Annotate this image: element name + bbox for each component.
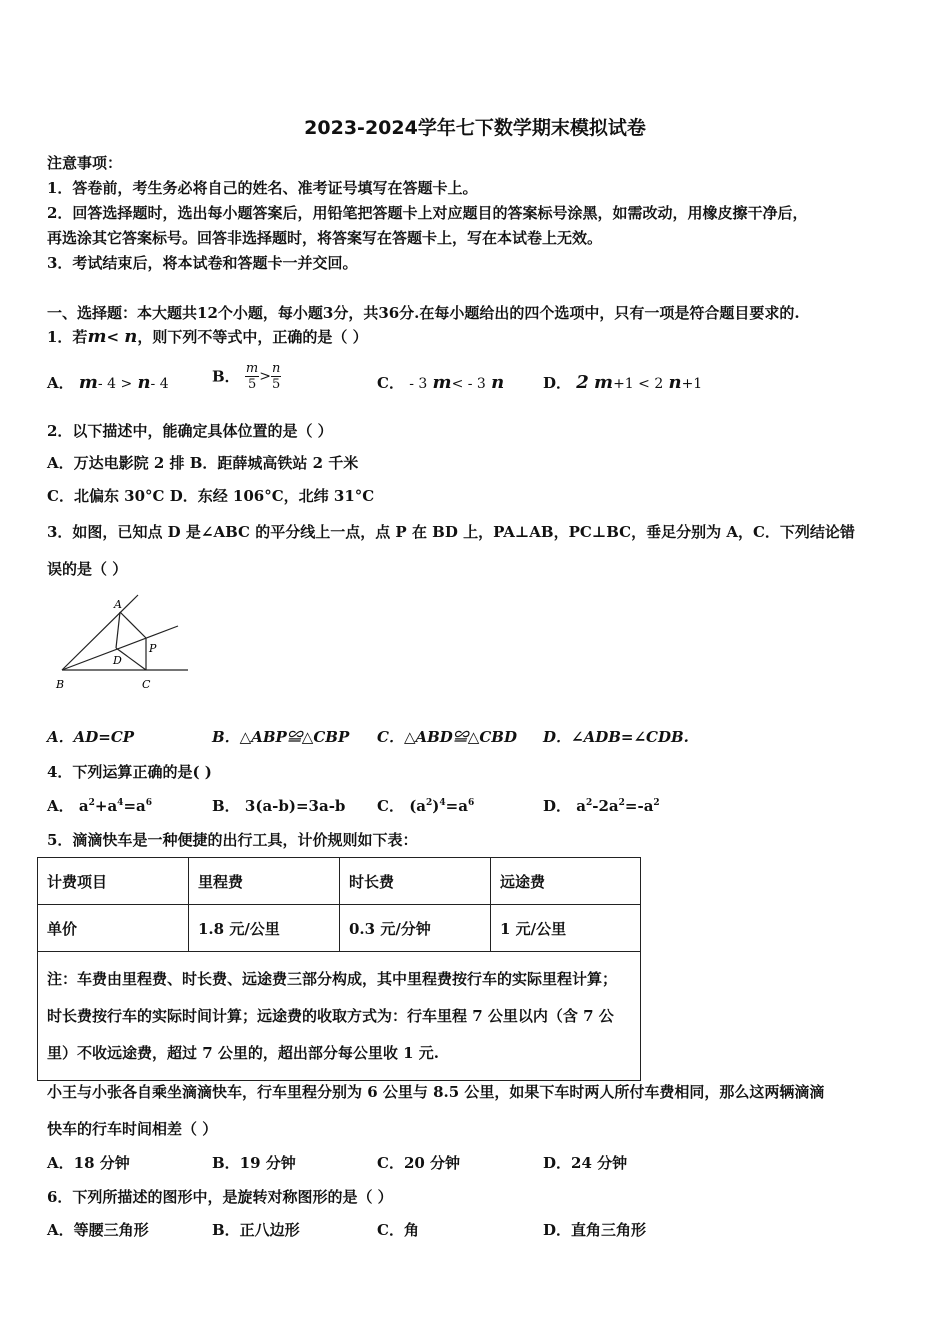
question-2-stem: 2．以下描述中，能确定具体位置的是（ ） bbox=[47, 422, 333, 440]
q4-option-c: C． $(a^2)^4=a^6$ bbox=[377, 797, 475, 815]
question-5-stem: 5．滴滴快车是一种便捷的出行工具，计价规则如下表： bbox=[47, 831, 418, 849]
table-cell: 单价 bbox=[38, 905, 189, 952]
notice-item: 2．回答选择题时，选出每小题答案后，用铅笔把答题卡上对应题目的答案标号涂黑，如需改动，用橡皮擦干净后， bbox=[47, 204, 808, 222]
table-row bbox=[38, 905, 641, 952]
q2-options-line: A．万达电影院 2 排 B．距薛城高铁站 2 千米 bbox=[47, 454, 359, 472]
q6-option-b: B．正八边形 bbox=[212, 1221, 300, 1239]
q6-option-c: C．角 bbox=[377, 1221, 419, 1239]
q4-option-b: B． 3(a-b)=3a-b bbox=[212, 797, 346, 815]
question-3-stem: 误的是（ ） bbox=[47, 560, 128, 578]
q5-option-c: C．20 分钟 bbox=[377, 1154, 461, 1172]
q3-option-c: C．△ABD≌△CBD bbox=[377, 728, 517, 746]
page-title: 2023-2024学年七下数学期末模拟试卷 bbox=[304, 117, 646, 139]
table-header-cell: 时长费 bbox=[340, 858, 491, 905]
table-cell: 0.3 元/分钟 bbox=[340, 905, 491, 952]
table-header-cell: 计费项目 bbox=[38, 858, 189, 905]
notice-item: 再选涂其它答案标号。回答非选择题时，将答案写在答题卡上，写在本试卷上无效。 bbox=[47, 229, 603, 247]
fee-table bbox=[37, 857, 641, 1081]
q4-option-d: D． $a^2-2a^2=-a^2$ bbox=[543, 797, 660, 815]
segment-ap bbox=[120, 612, 146, 638]
section-heading: 一、选择题：本大题共12个小题，每小题3分，共36分.在每小题给出的四个选项中，只有一项是符合题目要求的. bbox=[47, 304, 800, 322]
q3-option-a: A．AD=CP bbox=[47, 728, 135, 746]
q1-option-c: C． - 3 m< - 3 n bbox=[377, 372, 505, 393]
label-p: P bbox=[149, 642, 157, 655]
question-1-stem: 1．若m< n，则下列不等式中，正确的是（ ） bbox=[47, 326, 368, 347]
question-6-stem: 6．下列所描述的图形中，是旋转对称图形的是（ ） bbox=[47, 1188, 393, 1206]
q2-options-line: C．北偏东 30°C D．东经 106°C，北纬 31°C bbox=[47, 487, 375, 505]
table-note: 注：车费由里程费、时长费、远途费三部分构成，其中里程费按行车的实际里程计算；时长费按行车的实际时间计算；远途费的收取方式为：行车里程 7 公里以内（含 7 公里）不收远途费，超过 7 公里的，超出部分每公里收 1 元. bbox=[38, 952, 641, 1081]
q1-option-d: D． 2 m+1 < 2 n+1 bbox=[543, 372, 703, 393]
notice-heading: 注意事项： bbox=[47, 154, 123, 172]
notice-item: 3．考试结束后，将本试卷和答题卡一并交回。 bbox=[47, 254, 358, 272]
segment-ad bbox=[116, 612, 120, 648]
geometry-figure bbox=[50, 590, 195, 695]
label-a: A bbox=[114, 598, 122, 611]
table-header-cell: 里程费 bbox=[189, 858, 340, 905]
q3-option-d: D．∠ADB=∠CDB. bbox=[543, 728, 689, 746]
label-b: B bbox=[56, 678, 65, 691]
q6-option-d: D．直角三角形 bbox=[543, 1221, 647, 1239]
ray-ba bbox=[62, 595, 138, 670]
notice-item: 1．答卷前，考生务必将自己的姓名、准考证号填写在答题卡上。 bbox=[47, 179, 478, 197]
q1-option-b: B． $\frac{m}{5}$ > $\frac{n}{5}$ bbox=[212, 361, 281, 392]
label-c: C bbox=[142, 678, 151, 691]
table-row bbox=[38, 858, 641, 905]
question-4-stem: 4．下列运算正确的是( ) bbox=[47, 763, 212, 781]
question-5-text: 快车的行车时间相差（ ） bbox=[47, 1120, 218, 1138]
q5-option-b: B．19 分钟 bbox=[212, 1154, 296, 1172]
question-5-text: 小王与小张各自乘坐滴滴快车，行车里程分别为 6 公里与 8.5 公里，如果下车时两人所付车费相同，那么这两辆滴滴 bbox=[47, 1083, 825, 1101]
table-cell: 1 元/公里 bbox=[491, 905, 641, 952]
table-cell: 1.8 元/公里 bbox=[189, 905, 340, 952]
question-3-stem: 3．如图，已知点 D 是∠ABC 的平分线上一点，点 P 在 BD 上，PA⊥AB，PC⊥BC，垂足分别为 A，C．下列结论错 bbox=[47, 523, 855, 541]
q3-option-b: B．△ABP≌△CBP bbox=[212, 728, 350, 746]
label-d: D bbox=[113, 654, 122, 667]
table-header-cell: 远途费 bbox=[491, 858, 641, 905]
q5-option-d: D．24 分钟 bbox=[543, 1154, 628, 1172]
q5-option-a: A．18 分钟 bbox=[47, 1154, 130, 1172]
table-row bbox=[38, 952, 641, 1081]
q1-option-a: A． m- 4 > n- 4 bbox=[47, 372, 169, 393]
q4-option-a: A． $a^2+a^4=a^6$ bbox=[47, 797, 152, 815]
q6-option-a: A．等腰三角形 bbox=[47, 1221, 149, 1239]
